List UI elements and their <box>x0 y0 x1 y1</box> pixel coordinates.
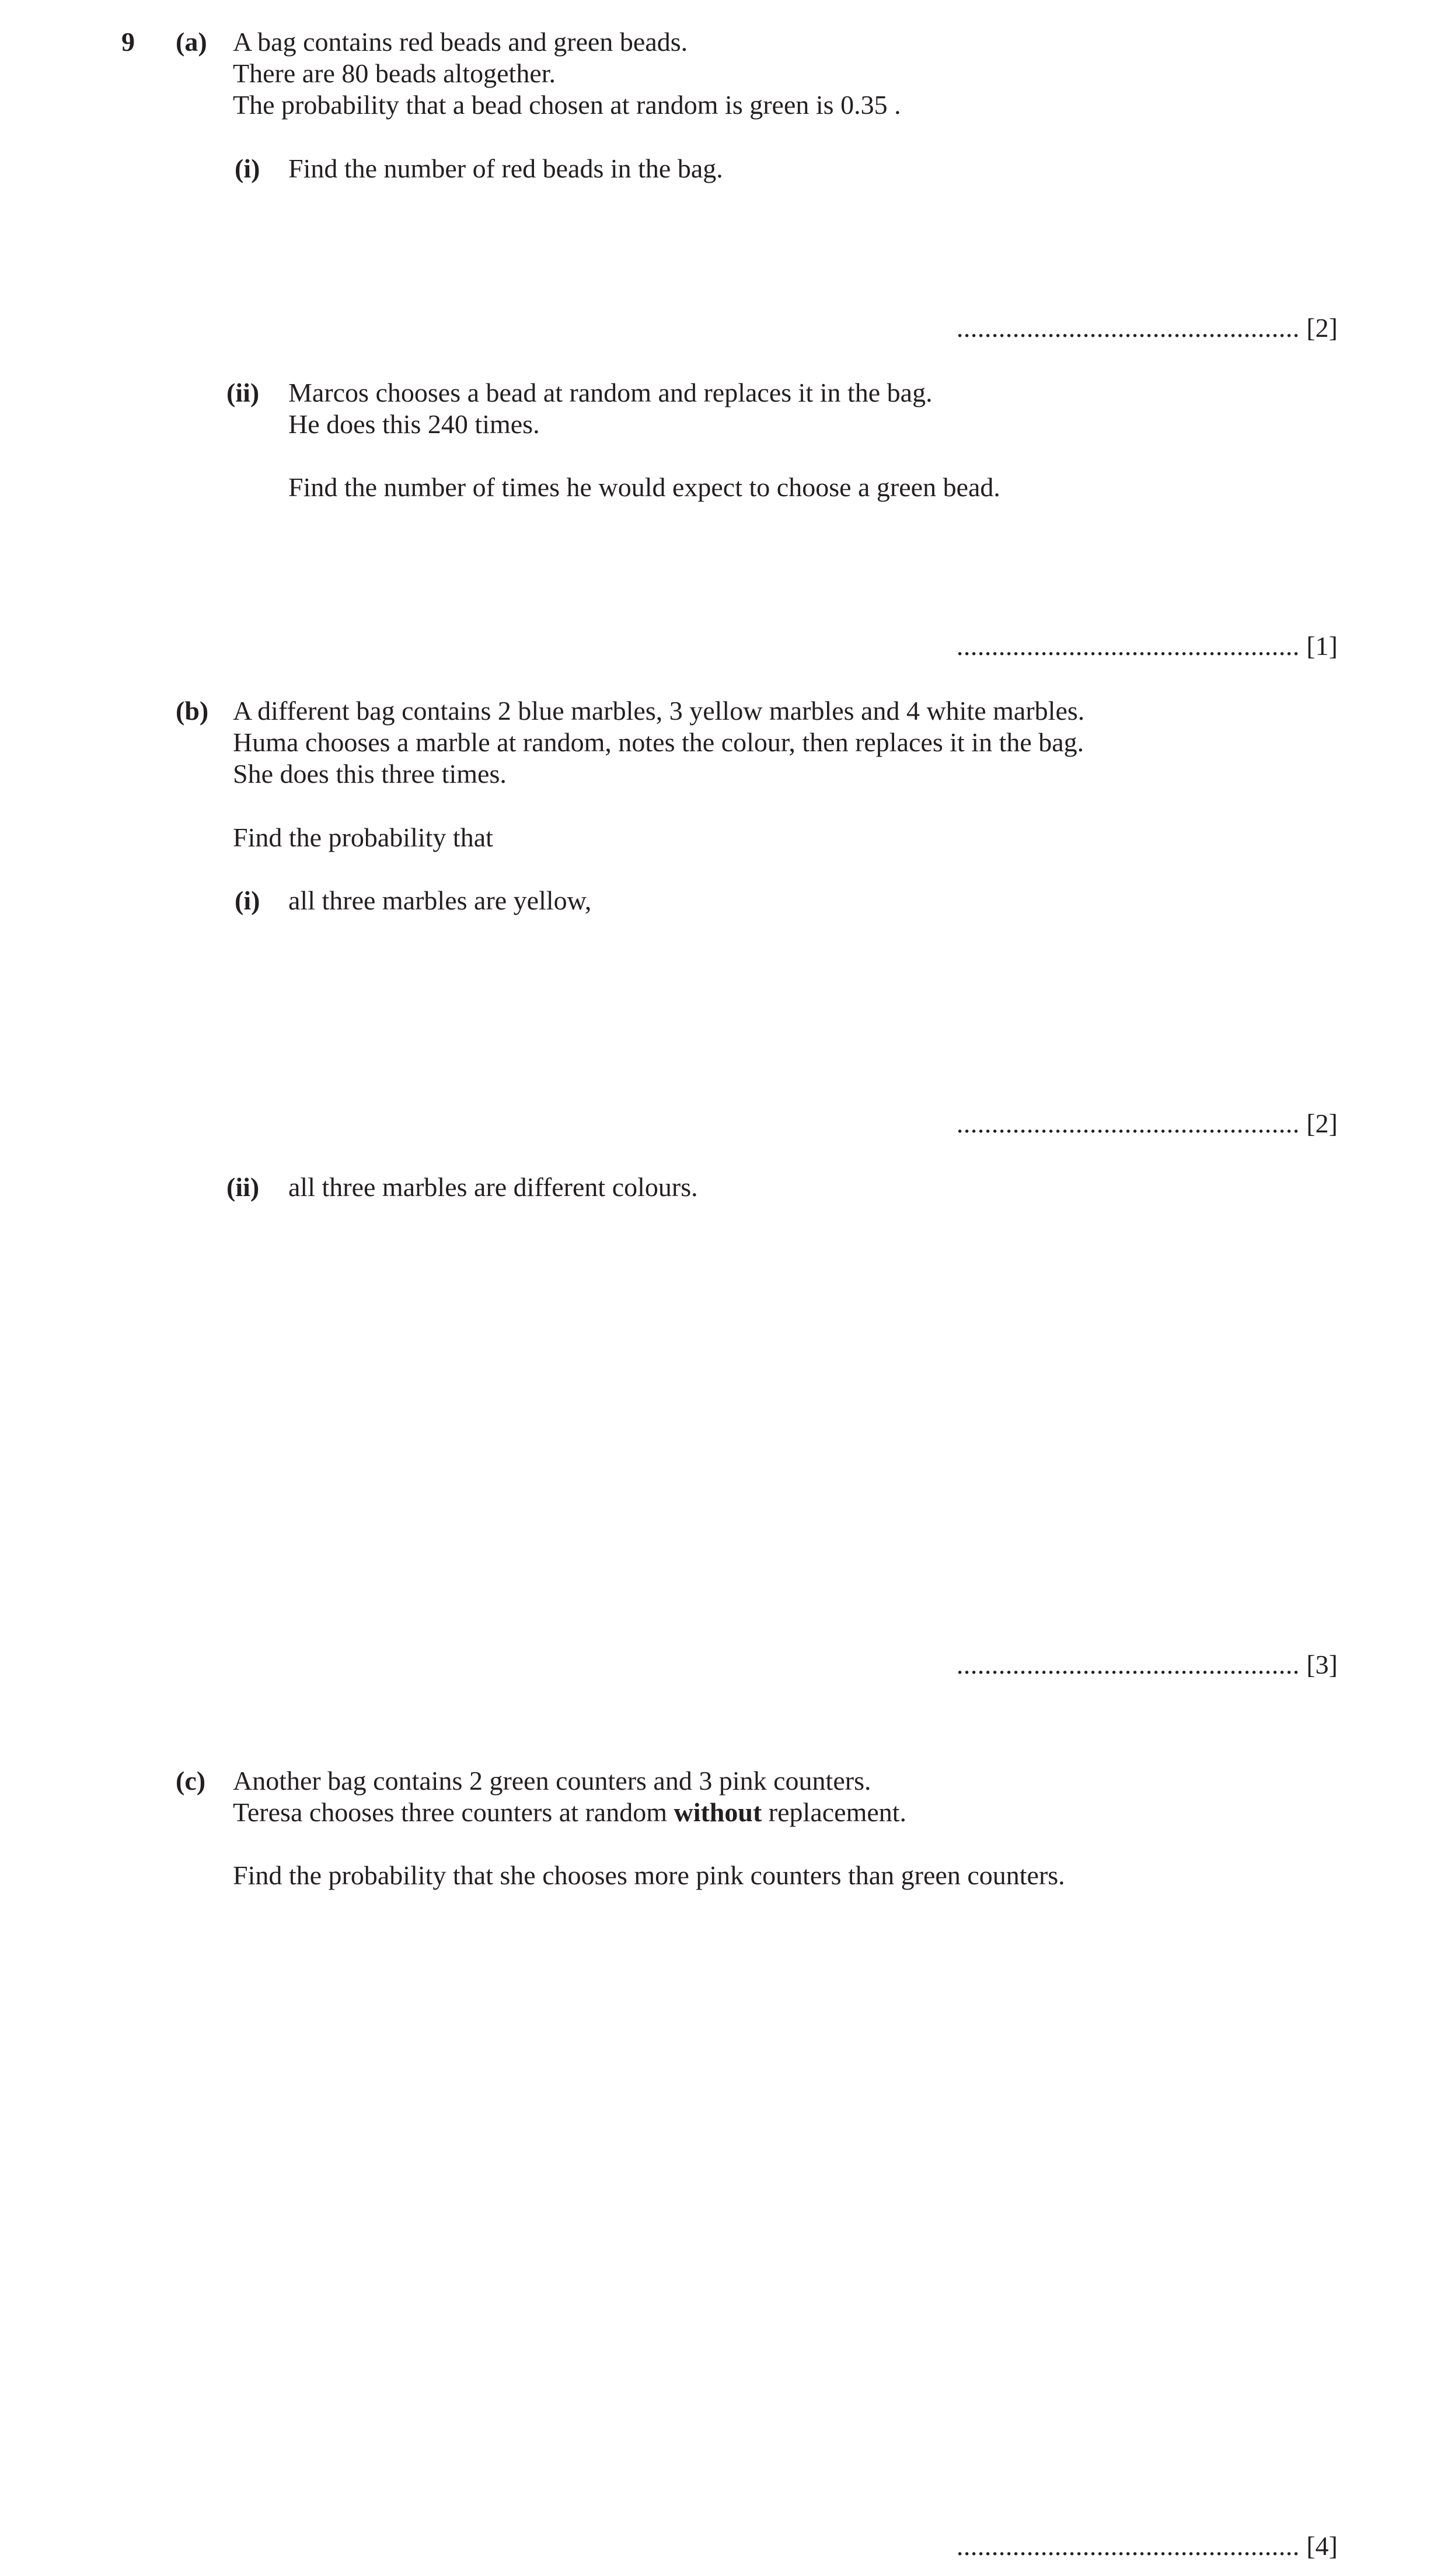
part-c-line-2-end: replacement. <box>762 1797 907 1827</box>
part-b-ii-question: all three marbles are different colours. <box>288 1172 698 1202</box>
answer-line-b-i[interactable] <box>957 1108 1338 1139</box>
part-a-ii-line-1: Marcos chooses a bead at random and replaces it in the bag. <box>288 378 933 407</box>
part-b-instruction: Find the probability that <box>233 822 493 852</box>
answer-dots: ................................................. <box>956 2531 1300 2561</box>
part-a-i-question: Find the number of red beads in the bag. <box>288 154 723 183</box>
answer-dots: ................................................. <box>956 1109 1300 1138</box>
part-b-ii-label: (ii) <box>226 1172 260 1202</box>
answer-line-a-i[interactable] <box>957 312 1338 344</box>
without-emphasis: without <box>674 1797 762 1827</box>
answer-line-b-ii[interactable] <box>957 1649 1338 1681</box>
part-a-ii-line-2: He does this 240 times. <box>288 409 540 439</box>
part-a-line-2: There are 80 beads altogether. <box>233 58 556 88</box>
part-a-ii-label: (ii) <box>226 378 260 407</box>
part-a-i-label: (i) <box>235 154 260 183</box>
marks-b-i: [2] <box>1306 1109 1338 1138</box>
part-b-line-2: Huma chooses a marble at random, notes the colour, then replaces it in the bag. <box>233 727 1084 757</box>
part-c-line-2-start: Teresa chooses three counters at random <box>233 1797 674 1827</box>
part-c-line-1: Another bag contains 2 green counters and 3 pink counters. <box>233 1766 871 1796</box>
part-b-label: (b) <box>176 696 209 726</box>
marks-a-ii: [1] <box>1306 631 1338 661</box>
part-c-label: (c) <box>176 1766 206 1796</box>
part-b-line-1: A different bag contains 2 blue marbles, 3 yellow marbles and 4 white marbles. <box>233 696 1085 726</box>
part-b-line-3: She does this three times. <box>233 759 507 789</box>
marks-b-ii: [3] <box>1306 1650 1338 1679</box>
marks-c: [4] <box>1306 2531 1338 2561</box>
part-a-ii-instruction: Find the number of times he would expect to choose a green bead. <box>288 472 1000 502</box>
part-c-instruction: Find the probability that she chooses more pink counters than green counters. <box>233 1860 1065 1890</box>
part-a-line-3: The probability that a bead chosen at random is green is 0.35 . <box>233 90 901 120</box>
part-a-line-1: A bag contains red beads and green beads. <box>233 27 688 57</box>
part-a-label: (a) <box>176 27 207 57</box>
part-b-i-question: all three marbles are yellow, <box>288 886 592 915</box>
answer-dots: ................................................. <box>956 1650 1300 1679</box>
answer-dots: ................................................. <box>956 313 1300 343</box>
question-number: 9 <box>121 27 135 57</box>
answer-line-c[interactable] <box>957 2530 1338 2562</box>
answer-dots: ................................................. <box>956 631 1300 661</box>
answer-line-a-ii[interactable] <box>957 630 1338 662</box>
part-c-line-2 <box>233 1797 906 1828</box>
marks-a-i: [2] <box>1306 313 1338 343</box>
part-b-i-label: (i) <box>235 886 260 915</box>
